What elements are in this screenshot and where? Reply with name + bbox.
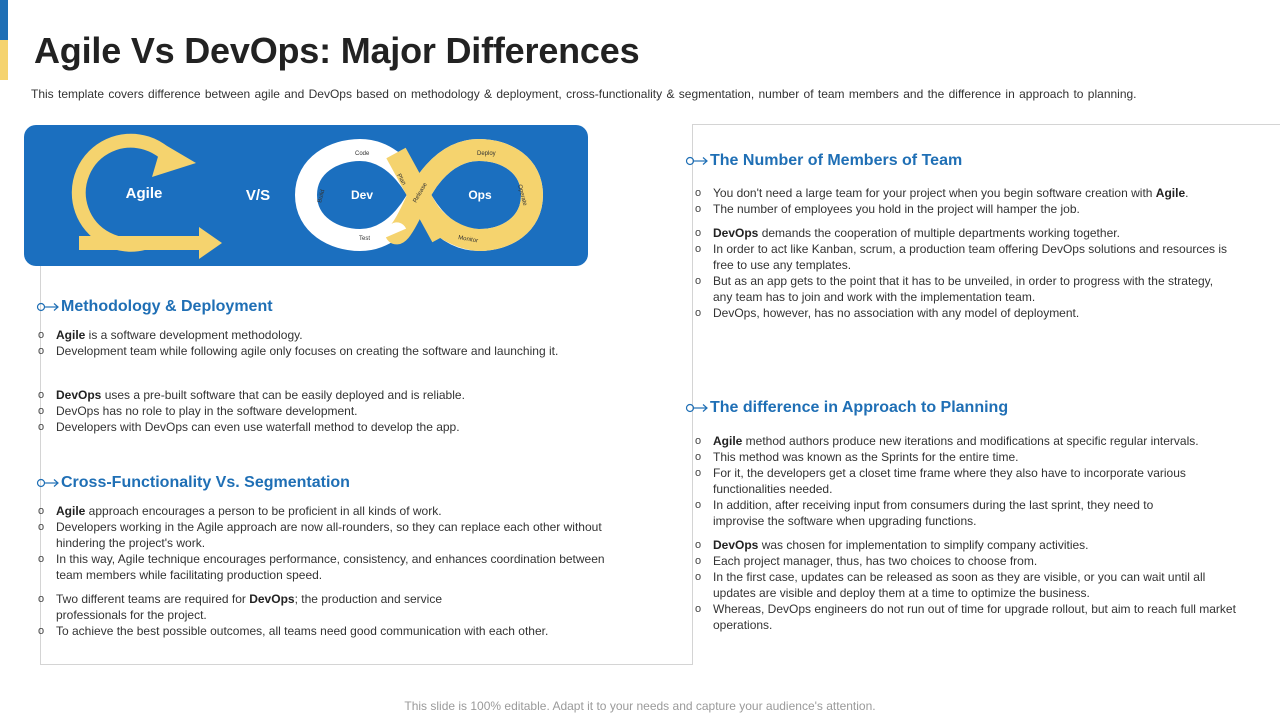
stage-deploy: Deploy <box>477 151 496 157</box>
list-item: o The number of employees you hold in the project will hamper the job. <box>693 201 1233 217</box>
section-members-title: The Number of Members of Team <box>710 152 963 169</box>
list-item: o Whereas, DevOps engineers do not run out of time for upgrade rollout, but aim to reach full market operations. <box>693 601 1238 633</box>
arrow-icon <box>685 401 709 415</box>
list-item: o In addition, after receiving input from consumers during the last sprint, they need to improvise the software when upgrading functions. <box>693 497 1198 529</box>
methodology-list <box>36 327 656 435</box>
section-cross-heading <box>36 473 656 493</box>
arrow-icon <box>36 476 60 490</box>
list-item: o DevOps has no role to play in the software development. <box>36 403 656 419</box>
dev-label: Dev <box>350 188 373 202</box>
list-item: o DevOps, however, has no association with any model of deployment. <box>693 305 1233 321</box>
arrow-icon <box>685 154 709 168</box>
list-item: o Each project manager, thus, has two choices to choose from. <box>693 553 1238 569</box>
accent-bar-blue <box>0 0 8 40</box>
section-planning-title: The difference in Approach to Planning <box>710 399 1009 416</box>
section-planning <box>685 398 1260 633</box>
section-methodology <box>36 297 656 435</box>
section-cross-functionality <box>36 473 656 639</box>
stage-operate: Operate <box>516 183 528 207</box>
vs-label: V/S <box>245 187 271 204</box>
section-cross-title: Cross-Functionality Vs. Segmentation <box>61 474 350 491</box>
stage-build: Build <box>317 189 327 204</box>
list-item: o For it, the developers get a closet time frame where they also have to incorporate various functionalities needed. <box>693 465 1238 497</box>
list-item: o Developers working in the Agile approach are now all-rounders, so they can replace each other without hindering the project's work. <box>36 519 626 551</box>
list-item: o In order to act like Kanban, scrum, a production team offering DevOps solutions and resources is free to use any templates. <box>693 241 1233 273</box>
list-item: o Two different teams are required for DevOps; the production and service professionals for the project. <box>36 591 506 623</box>
section-members-heading <box>685 151 1260 171</box>
footer-note: This slide is 100% editable. Adapt it to your needs and capture your audience's attention. <box>404 699 876 713</box>
list-item: o DevOps demands the cooperation of multiple departments working together. <box>693 225 1233 241</box>
members-list <box>693 185 1233 321</box>
agile-label: Agile <box>125 185 163 202</box>
stage-monitor: Monitor <box>457 235 479 245</box>
planning-list <box>693 433 1238 633</box>
ops-label: Ops <box>468 188 492 202</box>
section-planning-heading <box>685 398 1260 418</box>
cross-list <box>36 503 626 639</box>
page-title: Agile Vs DevOps: Major Differences <box>34 30 640 71</box>
section-methodology-title: Methodology & Deployment <box>61 298 273 315</box>
list-item: o Agile is a software development methodology. <box>36 327 656 343</box>
list-item: o In this way, Agile technique encourages performance, consistency, and enhances coordination between team members while facilitating production speed. <box>36 551 626 583</box>
list-item: o Agile method authors produce new iterations and modifications at specific regular intervals. <box>693 433 1238 449</box>
list-item: o Development team while following agile only focuses on creating the software and launching it. <box>36 343 656 359</box>
right-frame-top <box>692 124 1280 125</box>
list-item: o DevOps was chosen for implementation to simplify company activities. <box>693 537 1238 553</box>
stage-test: Test <box>359 236 371 242</box>
accent-bar <box>0 0 8 80</box>
stage-plan: Plan <box>395 173 407 187</box>
page-subtitle: This template covers difference between agile and DevOps based on methodology & deployment, cross-functionality & segmentation, number of team members and the difference in approach to planning. <box>31 87 1137 101</box>
list-item: o But as an app gets to the point that it has to be unveiled, in order to progress with the strategy, any team has to join and work with the implementation team. <box>693 273 1233 305</box>
arrow-icon <box>36 300 60 314</box>
stage-code: Code <box>355 151 370 157</box>
list-item: o Agile approach encourages a person to be proficient in all kinds of work. <box>36 503 626 519</box>
banner-graphic <box>24 125 588 266</box>
agile-vs-devops-banner <box>24 125 588 266</box>
list-item: o Developers with DevOps can even use waterfall method to develop the app. <box>36 419 656 435</box>
list-item: o To achieve the best possible outcomes, all teams need good communication with each other. <box>36 623 556 639</box>
section-methodology-heading <box>36 297 656 317</box>
list-item: o DevOps uses a pre-built software that can be easily deployed and is reliable. <box>36 387 656 403</box>
list-item: o This method was known as the Sprints for the entire time. <box>693 449 1238 465</box>
accent-bar-yellow <box>0 40 8 80</box>
section-team-members <box>685 151 1260 321</box>
stage-release: Release <box>412 181 429 204</box>
list-item: o In the first case, updates can be released as soon as they are visible, or you can wait until all updates are visible and deploy them at a time to optimize the business. <box>693 569 1238 601</box>
list-item: o You don't need a large team for your project when you begin software creation with Agile. <box>693 185 1233 201</box>
